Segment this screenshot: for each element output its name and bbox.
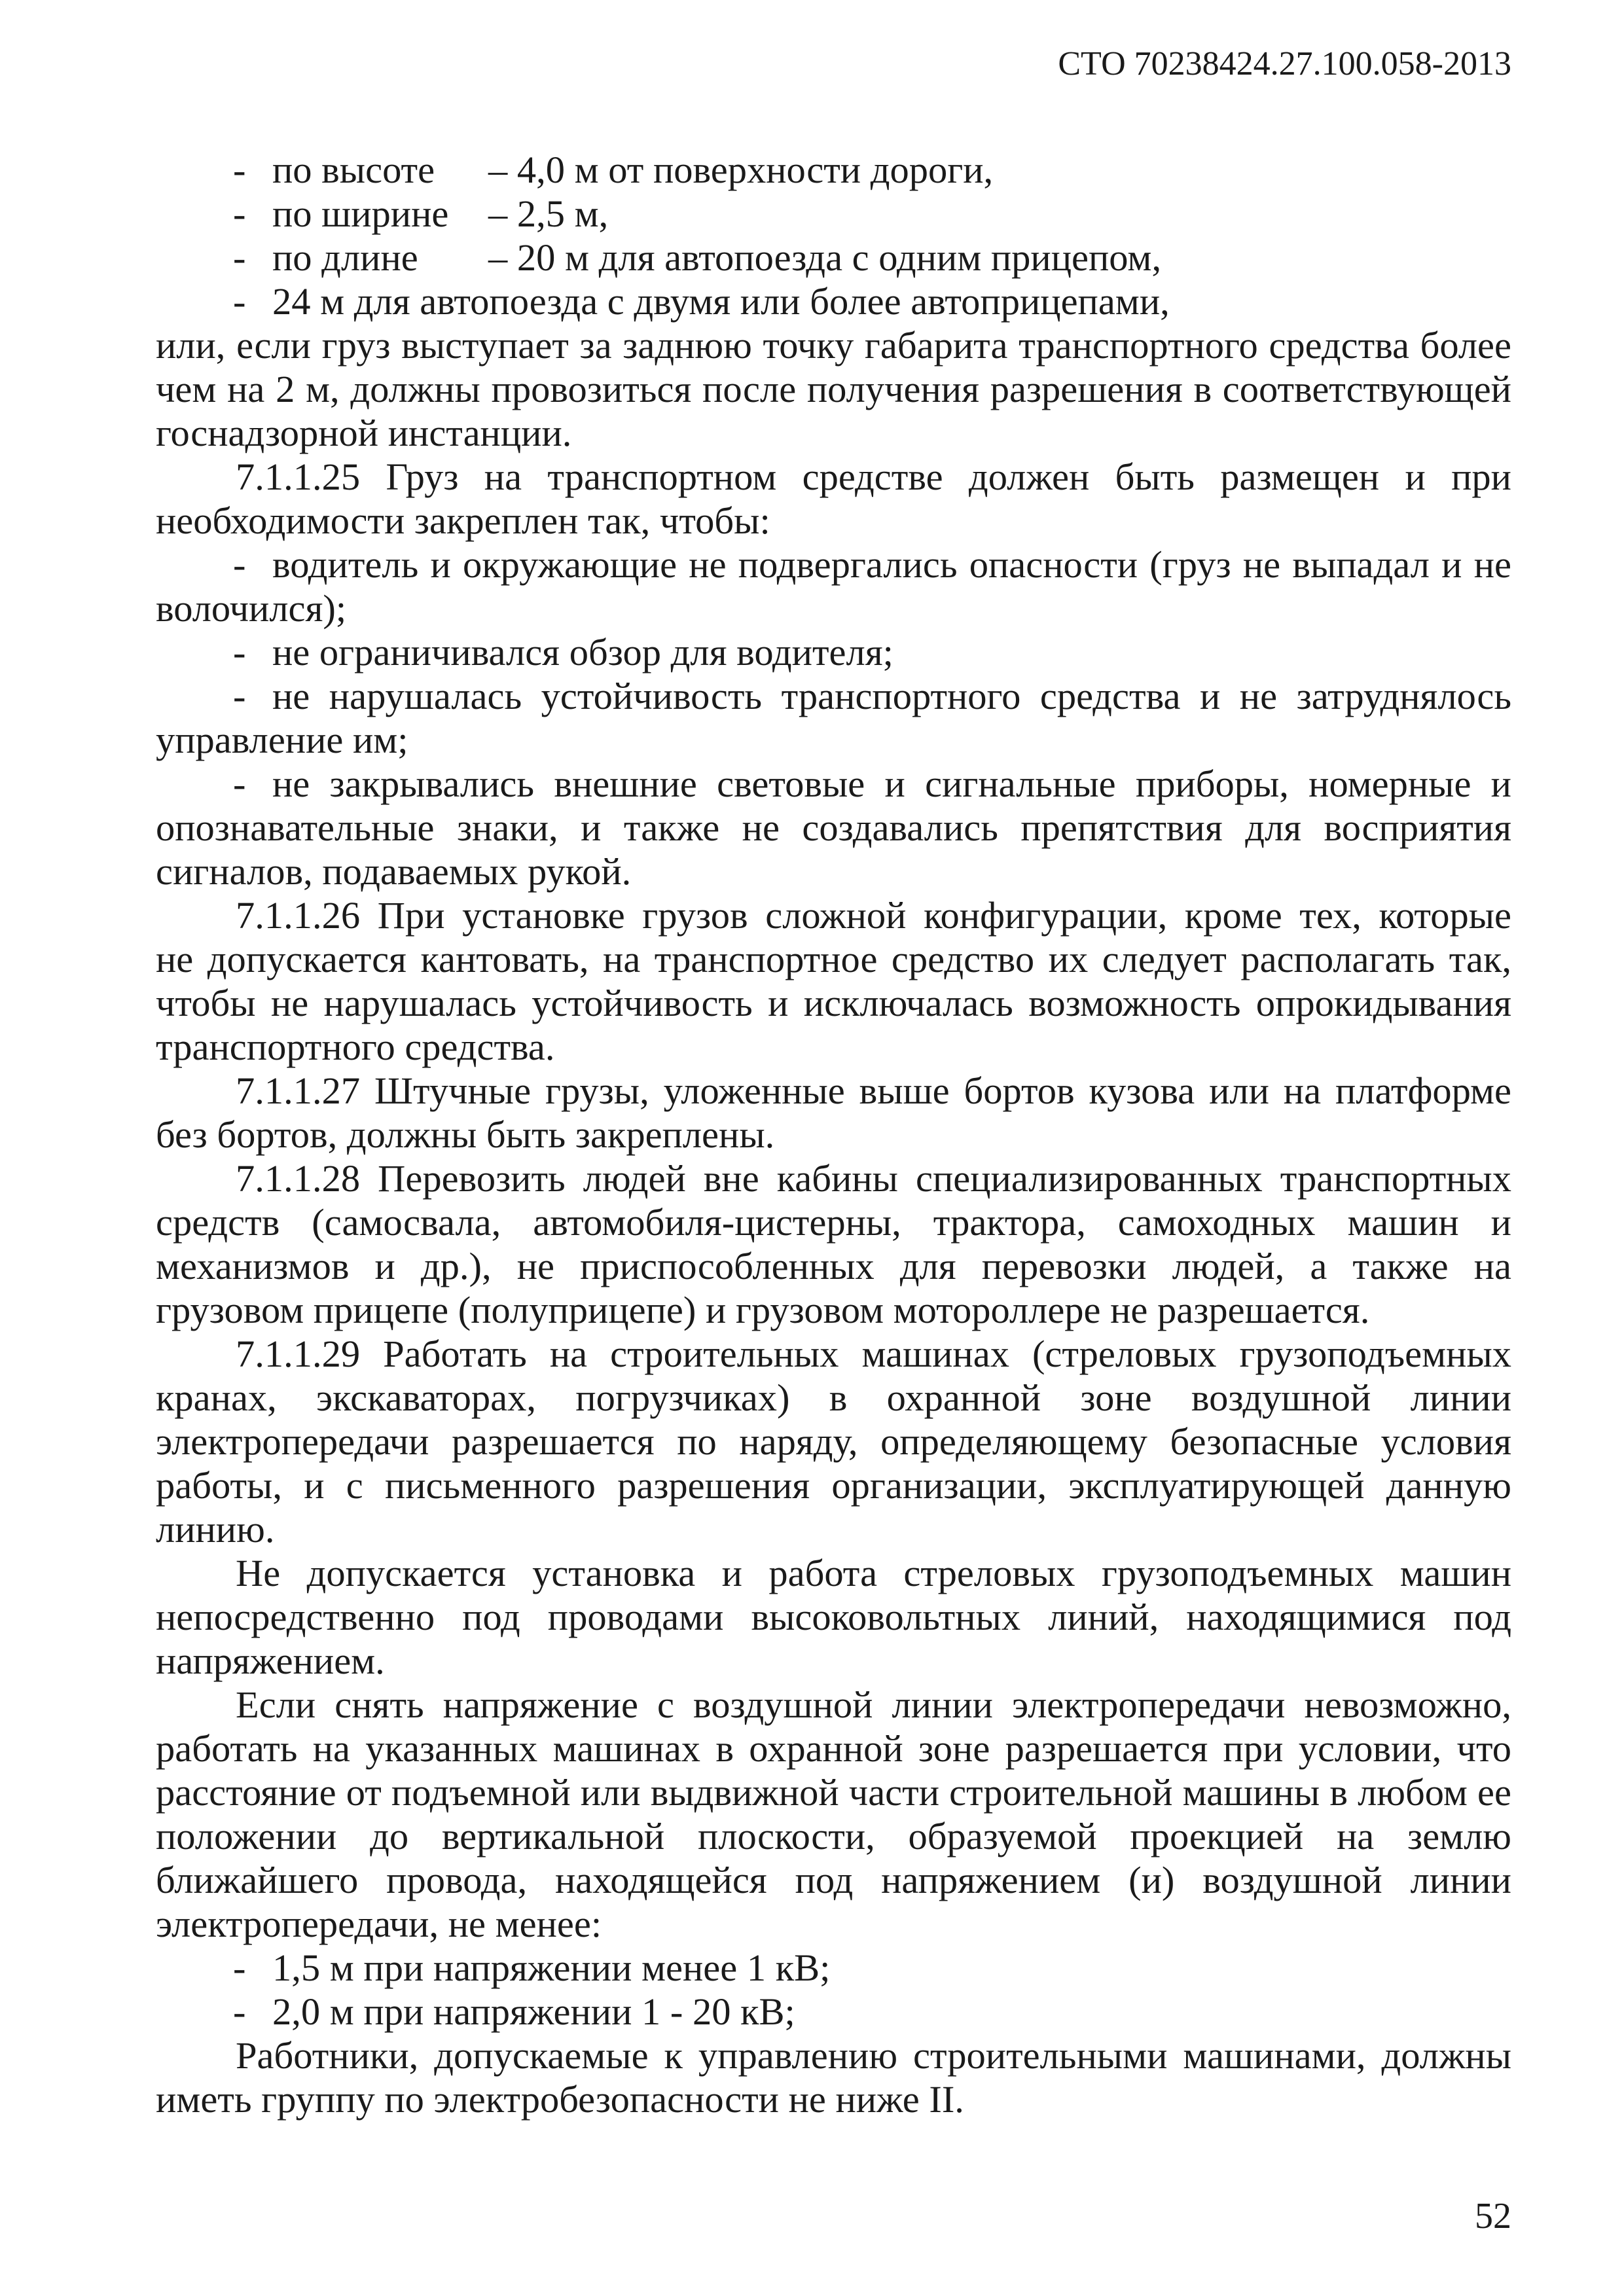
paragraph-line: линию. bbox=[156, 1508, 275, 1551]
list-dash: - bbox=[233, 1990, 246, 2033]
bullet-item bbox=[156, 543, 1511, 586]
dimension-extra-text: 24 м для автопоезда с двумя или более автоприцепами, bbox=[272, 280, 1170, 323]
paragraph-line: кранах, экскаваторах, погрузчиках) в охранной зоне воздушной линии bbox=[156, 1376, 1511, 1419]
bullet-text: 1,5 м при напряжении менее 1 кВ; bbox=[272, 1946, 831, 1989]
paragraph-line: непосредственно под проводами высоковольтных линий, находящимися под bbox=[156, 1596, 1511, 1638]
paragraph-line: средств (самосвала, автомобиля-цистерны, трактора, самоходных машин и bbox=[156, 1201, 1511, 1244]
dimension-item-extra bbox=[156, 279, 1511, 323]
paragraph-line: не допускается кантовать, на транспортное средство их следует располагать так, bbox=[156, 938, 1511, 980]
dimension-item-height bbox=[156, 148, 1511, 192]
paragraph-voltage: Если снять напряжение с воздушной линии электропередачи невозможно, bbox=[236, 1683, 1511, 1726]
paragraph-line: необходимости закреплен так, чтобы: bbox=[156, 499, 770, 542]
clause-7-1-1-25: 7.1.1.25 Груз на транспортном средстве должен быть размещен и при bbox=[236, 456, 1511, 498]
bullet-text: не закрывались внешние световые и сигнальные приборы, номерные и bbox=[272, 762, 1511, 805]
list-dash: - bbox=[233, 543, 246, 586]
bullet-text: водитель и окружающие не подвергались опасности (груз не выпадал и не bbox=[272, 543, 1511, 586]
paragraph-line: иметь группу по электробезопасности не ниже II. bbox=[156, 2078, 964, 2121]
list-dash: - bbox=[233, 631, 246, 673]
list-dash: - bbox=[233, 192, 246, 235]
list-dash: - bbox=[233, 762, 246, 805]
paragraph-line: механизмов и др.), не приспособленных для перевозки людей, а также на bbox=[156, 1245, 1511, 1287]
paragraph-line: работы, и с письменного разрешения организации, эксплуатирующей данную bbox=[156, 1464, 1511, 1507]
bullet-item bbox=[156, 1990, 1511, 2034]
clause-7-1-1-28: 7.1.1.28 Перевозить людей вне кабины специализированных транспортных bbox=[236, 1157, 1511, 1200]
paragraph-line: расстояние от подъемной или выдвижной части строительной машины в любом ее bbox=[156, 1771, 1511, 1814]
list-dash: - bbox=[233, 280, 246, 323]
paragraph-line: электропередачи разрешается по наряду, определяющему безопасные условия bbox=[156, 1420, 1511, 1463]
bullet-text: не нарушалась устойчивость транспортного средства и не затруднялось bbox=[272, 675, 1511, 717]
list-dash: - bbox=[233, 149, 246, 191]
list-dash: - bbox=[233, 236, 246, 279]
paragraph-line: положении до вертикальной плоскости, образуемой проекцией на землю bbox=[156, 1815, 1511, 1857]
paragraph-prohibition: Не допускается установка и работа стреловых грузоподъемных машин bbox=[236, 1552, 1511, 1594]
clause-7-1-1-26: 7.1.1.26 При установке грузов сложной конфигурации, кроме тех, которые bbox=[236, 894, 1511, 937]
paragraph-line: электропередачи, не менее: bbox=[156, 1903, 602, 1945]
paragraph-line: волочился); bbox=[156, 587, 347, 630]
bullet-text: не ограничивался обзор для водителя; bbox=[272, 631, 893, 673]
page-number: 52 bbox=[1475, 2196, 1511, 2236]
dimension-item-length bbox=[156, 236, 1511, 279]
paragraph-line: напряжением. bbox=[156, 1640, 385, 1682]
paragraph-line: опознавательные знаки, и также не создавались препятствия для восприятия bbox=[156, 806, 1511, 849]
bullet-item bbox=[156, 762, 1511, 806]
paragraph-workers: Работники, допускаемые к управлению строительными машинами, должны bbox=[236, 2034, 1511, 2077]
dimension-value: – 2,5 м, bbox=[488, 192, 609, 235]
clause-7-1-1-29: 7.1.1.29 Работать на строительных машинах (стреловых грузоподъемных bbox=[236, 1333, 1511, 1375]
paragraph-line: чтобы не нарушалась устойчивость и исключалась возможность опрокидывания bbox=[156, 982, 1511, 1024]
list-dash: - bbox=[233, 675, 246, 717]
paragraph-line: ближайшего провода, находящейся под напряжением (и) воздушной линии bbox=[156, 1859, 1511, 1901]
paragraph-line: управление им; bbox=[156, 719, 408, 761]
bullet-item bbox=[156, 1946, 1511, 1990]
paragraph-line: транспортного средства. bbox=[156, 1026, 555, 1068]
paragraph-line: работать на указанных машинах в охранной зоне разрешается при условии, что bbox=[156, 1727, 1511, 1770]
paragraph-line: госнадзорной инстанции. bbox=[156, 412, 572, 454]
dimension-item-width bbox=[156, 192, 1511, 236]
bullet-item bbox=[156, 674, 1511, 718]
paragraph-line: без бортов, должны быть закреплены. bbox=[156, 1113, 775, 1156]
paragraph-line: сигналов, подаваемых рукой. bbox=[156, 850, 632, 893]
bullet-item bbox=[156, 630, 1511, 674]
dimension-value: – 4,0 м от поверхности дороги, bbox=[488, 149, 994, 191]
document-code: СТО 70238424.27.100.058-2013 bbox=[1058, 45, 1511, 82]
clause-7-1-1-27: 7.1.1.27 Штучные грузы, уложенные выше бортов кузова или на платформе bbox=[236, 1069, 1511, 1112]
dimension-value: – 20 м для автопоезда с одним прицепом, bbox=[488, 236, 1162, 279]
dimension-label: по высоте bbox=[272, 149, 435, 191]
paragraph-line: или, если груз выступает за заднюю точку габарита транспортного средства более bbox=[156, 324, 1511, 367]
dimension-label: по длине bbox=[272, 236, 418, 279]
paragraph-line: грузовом прицепе (полуприцепе) и грузовом мотороллере не разрешается. bbox=[156, 1289, 1370, 1331]
page-body bbox=[156, 148, 1511, 2121]
bullet-text: 2,0 м при напряжении 1 - 20 кВ; bbox=[272, 1990, 795, 2033]
list-dash: - bbox=[233, 1946, 246, 1989]
dimension-label: по ширине bbox=[272, 192, 449, 235]
paragraph-line: чем на 2 м, должны провозиться после получения разрешения в соответствующей bbox=[156, 368, 1511, 410]
